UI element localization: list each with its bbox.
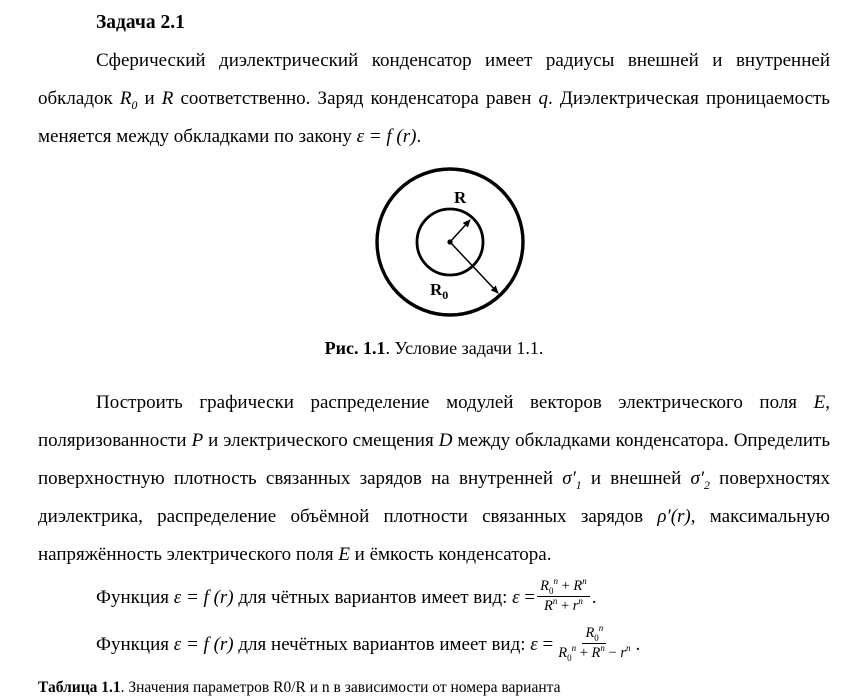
even-fraction-numerator: $R_0^n + R^n$ bbox=[537, 578, 590, 597]
odd-formula-period: . bbox=[635, 633, 641, 655]
even-formula-lead: Функция ε = f (r) для чётных вариантов имеет вид: ε = bbox=[96, 586, 536, 608]
odd-fraction-numerator: $R_0^n$ bbox=[582, 625, 606, 644]
figure-caption: Рис. 1.1. Условие задачи 1.1. bbox=[324, 338, 544, 358]
inner-radius-label: R bbox=[454, 188, 467, 207]
table-caption: Таблица 1.1. Значения параметров R0/R и n в зависимости от номера варианта bbox=[38, 679, 561, 696]
inner-radius-arrow-icon bbox=[450, 220, 470, 242]
even-fraction-denominator: $R^n + r^n$ bbox=[543, 596, 583, 614]
odd-fraction-denominator: $R_0^n + R^n - r^n$ bbox=[558, 643, 631, 663]
even-formula-period: . bbox=[591, 586, 597, 608]
task-paragraph: Построить графически распределение модулей векторов электрического поля E, поляризованности P и электрического смещения D между обкладками конденсатора. Определить поверхностную плотность связанных зарядов на внутренней $\sigma'_1$ и внешней $\sigma'_2$ поверхностях диэлектрика, распределение объёмной плотности связанных зарядов ρ′(r), максимальную напряжённость электрического поля E и ёмкость конденсатора. bbox=[38, 392, 831, 565]
capacitor-diagram bbox=[364, 160, 536, 328]
odd-formula-fraction bbox=[555, 625, 633, 661]
figure bbox=[38, 160, 830, 360]
even-formula-fraction bbox=[537, 578, 590, 614]
intro-paragraph: Сферический диэлектрический конденсатор имеет радиусы внешней и внутренней обкладок $R_0$ и R соответственно. Заряд конденсатора равен q. Диэлектрическая проницаемость меняется между обкладками по закону ε = f (r). bbox=[38, 50, 830, 147]
odd-formula-lead: Функция ε = f (r) для нечётных вариантов имеет вид: ε = bbox=[96, 633, 554, 655]
problem-title: Задача 2.1 bbox=[96, 12, 185, 33]
odd-variant-formula bbox=[38, 621, 830, 668]
outer-radius-label: $R_0$ bbox=[430, 280, 449, 302]
even-variant-formula bbox=[38, 574, 830, 621]
outer-radius-arrow-icon bbox=[450, 242, 498, 293]
